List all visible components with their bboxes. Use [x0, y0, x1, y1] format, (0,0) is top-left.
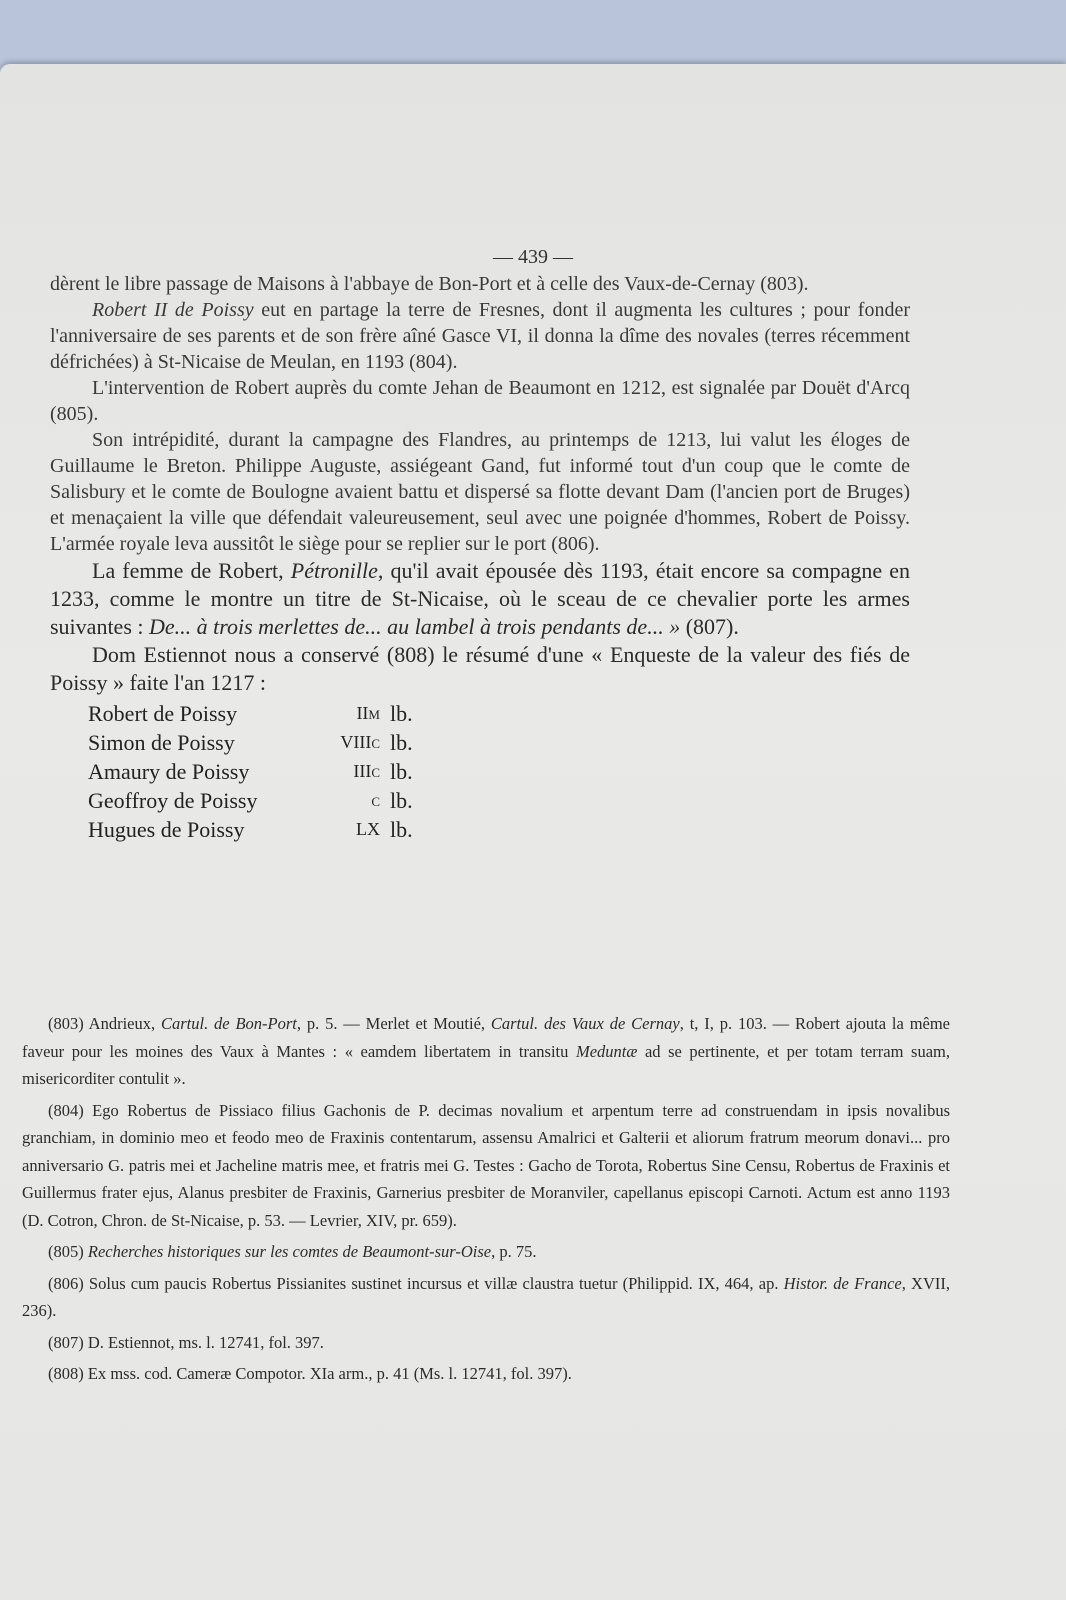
- paragraph: dèrent le libre passage de Maisons à l'abbaye de Bon-Port et à celle des Vaux-de-Cernay (803).: [50, 273, 809, 295]
- table-row: Hugues de Poissy LX lb.: [88, 817, 413, 842]
- table-row: Geoffroy de Poissy c lb.: [88, 788, 413, 813]
- table-row: Simon de Poissy VIIIc lb.: [88, 730, 413, 755]
- footnote-805: (805) Recherches historiques sur les comtes de Beaumont-sur-Oise, p. 75.: [48, 1242, 537, 1261]
- table-row: Robert de Poissy IIm lb.: [88, 701, 413, 726]
- book-page: [0, 64, 1066, 1600]
- footnotes: [22, 1010, 950, 1392]
- paragraph: Son intrépidité, durant la campagne des Flandres, au printemps de 1213, lui valut les éloges de Guillaume le Breton. Philippe Auguste, assiégeant Gand, fut informé tout d'un coup que le comte de Salisbury et le comte de Boulogne avaient battu et dispersé sa flotte devant Dam (l'ancien port de Bruges) et menaçaient la ville que défendait valeureusement, seul avec une poignée d'hommes, Robert de Poissy. L'armée royale leva aussitôt le siège pour se replier sur le port (806).: [50, 429, 910, 555]
- fief-roll-table: [88, 699, 413, 844]
- paragraph: La femme de Robert, Pétronille, qu'il avait épousée dès 1193, était encore sa compagne en 1233, comme le montre un titre de St-Nicaise, où le sceau de ce chevalier porte les armes suivantes : De... à trois merlettes de... au lambel à trois pendants de... » (807).: [50, 558, 910, 639]
- person-name: Robert II de Poissy: [92, 299, 254, 321]
- page-number: — 439 —: [493, 246, 573, 268]
- footnote-807: (807) D. Estiennot, ms. l. 12741, fol. 397.: [48, 1332, 324, 1352]
- paragraph: Dom Estiennot nous a conservé (808) le résumé d'une « Enqueste de la valeur des fiés de Poissy » faite l'an 1217 :: [50, 642, 910, 695]
- footnote-803: (803) Andrieux, Cartul. de Bon-Port, p. 5. — Merlet et Moutié, Cartul. des Vaux de Cernay, t, I, p. 103. — Robert ajouta la même faveur pour les moines des Vaux à Mantes : « eamdem libertatem in transitu Meduntæ ad se pertinente, et per totam terram suam, misericorditer contulit ».: [22, 1014, 951, 1088]
- footnote-808: (808) Ex mss. cod. Cameræ Compotor. XIa arm., p. 41 (Ms. l. 12741, fol. 397).: [48, 1364, 572, 1383]
- table-row: Amaury de Poissy IIIc lb.: [88, 759, 413, 784]
- paragraph: Robert II de Poissy eut en partage la terre de Fresnes, dont il augmenta les cultures ; pour fonder l'anniversaire de ses parents et de son frère aîné Gasce VI, il donna la dîme des novales (terres récemment défrichées) à St-Nicaise de Meulan, en 1193 (804).: [50, 299, 910, 373]
- main-text: [50, 271, 910, 844]
- paragraph: L'intervention de Robert auprès du comte Jehan de Beaumont en 1212, est signalée par Douët d'Arcq (805).: [50, 377, 910, 425]
- footnote-806: (806) Solus cum paucis Robertus Pissianites sustinet incursus et villæ claustra tuetur (Philippid. IX, 464, ap. Histor. de France, XVII, 236).: [22, 1273, 950, 1320]
- footnote-804: (804) Ego Robertus de Pissiaco filius Gachonis de P. decimas novalium et arpentum terre ad construendam in ipsis novalibus granchiam, in dominio meo et feodo meo de Fraxinis contentarum, assensu Amalrici et Galterii et aliorum fratrum meorum donavi... pro anniversario G. patris mei et Jacheline matris mee, et fratris mei G. Testes : Gacho de Torota, Robertus Sine Censu, Robertus de Fraxinis et Guillermus frater ejus, Alanus presbiter de Fraxinis, Garnerius presbiter de Moranviler, capellanus episcopi Carnoti. Actum est anno 1193 (D. Cotron, Chron. de St-Nicaise, p. 53. — Levrier, XIV, pr. 659).: [22, 1100, 950, 1230]
